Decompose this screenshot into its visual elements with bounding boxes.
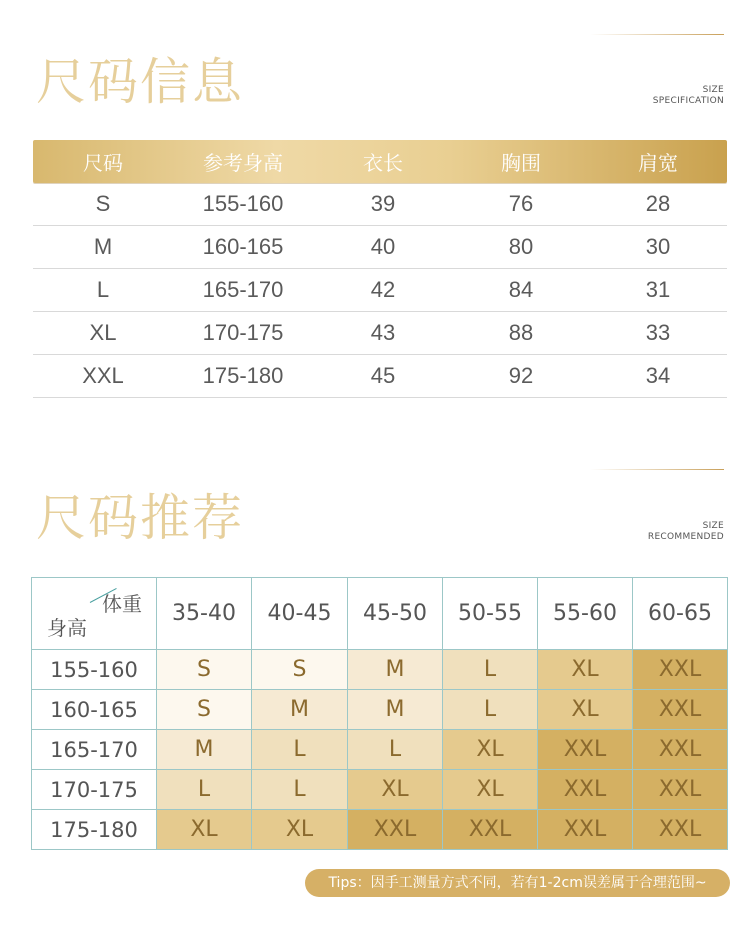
spec-cell: 42 bbox=[370, 277, 396, 302]
weight-header: 40-45 bbox=[252, 578, 348, 650]
section1-subtitle-line1: SIZE bbox=[702, 85, 724, 95]
recommended-size: L bbox=[157, 770, 252, 810]
section2-subtitle-line1: SIZE bbox=[702, 521, 724, 531]
spec-cell: 34 bbox=[645, 363, 671, 388]
table-row bbox=[33, 355, 727, 398]
table-row bbox=[33, 269, 727, 312]
spec-cell: 88 bbox=[508, 320, 534, 345]
recommended-size: XXL bbox=[633, 690, 728, 730]
section2-subtitle bbox=[648, 521, 724, 543]
spec-header-chest: 胸围 bbox=[501, 153, 541, 175]
table-row bbox=[33, 312, 727, 355]
recommended-size: XXL bbox=[538, 770, 633, 810]
spec-cell: 33 bbox=[645, 320, 671, 345]
tips-banner: Tips：因手工测量方式不同，若有1-2cm误差属于合理范围~ bbox=[305, 869, 730, 897]
table-row bbox=[32, 690, 728, 730]
section1-subtitle bbox=[653, 85, 724, 107]
spec-cell: M bbox=[93, 234, 113, 259]
spec-cell: 43 bbox=[370, 320, 396, 345]
section1-top-line bbox=[590, 34, 724, 35]
height-header: 160-165 bbox=[32, 690, 157, 730]
recommended-size: XL bbox=[252, 810, 348, 850]
recommended-size: XXL bbox=[538, 730, 633, 770]
spec-cell: 165-170 bbox=[202, 277, 284, 302]
section2-title: 尺码推荐 bbox=[36, 489, 244, 547]
spec-header-shoulder: 肩宽 bbox=[638, 153, 678, 175]
recommended-size: M bbox=[157, 730, 252, 770]
spec-header-length: 衣长 bbox=[363, 153, 403, 175]
recommended-size: L bbox=[443, 650, 538, 690]
recommended-size: XL bbox=[348, 770, 443, 810]
recommended-size: XXL bbox=[633, 770, 728, 810]
spec-cell: 160-165 bbox=[202, 234, 284, 259]
recommended-size: XL bbox=[538, 650, 633, 690]
size-spec-header bbox=[33, 140, 727, 183]
recommended-size: XXL bbox=[348, 810, 443, 850]
size-spec-table bbox=[33, 140, 727, 398]
recommended-size: XL bbox=[157, 810, 252, 850]
height-header: 165-170 bbox=[32, 730, 157, 770]
corner-cell bbox=[32, 578, 157, 650]
height-header: 170-175 bbox=[32, 770, 157, 810]
spec-cell: 170-175 bbox=[202, 320, 284, 345]
recommended-size: L bbox=[252, 770, 348, 810]
size-recommendation-table bbox=[31, 577, 728, 850]
recommended-size: XXL bbox=[443, 810, 538, 850]
recommended-size: XL bbox=[443, 730, 538, 770]
spec-cell: 76 bbox=[508, 191, 534, 216]
recommended-size: L bbox=[443, 690, 538, 730]
weight-header: 35-40 bbox=[157, 578, 252, 650]
recommended-size: S bbox=[157, 690, 252, 730]
table-row bbox=[33, 183, 727, 226]
recommended-size: M bbox=[348, 690, 443, 730]
recommended-size: XXL bbox=[633, 650, 728, 690]
section1-title: 尺码信息 bbox=[36, 53, 244, 111]
spec-cell: 30 bbox=[645, 234, 671, 259]
recommended-size: XXL bbox=[633, 730, 728, 770]
recommended-size: S bbox=[252, 650, 348, 690]
recommended-size: L bbox=[348, 730, 443, 770]
spec-cell: XXL bbox=[82, 363, 124, 388]
recommended-size: XXL bbox=[538, 810, 633, 850]
spec-cell: XL bbox=[89, 320, 117, 345]
section2-top-line bbox=[590, 469, 724, 470]
recommended-size: L bbox=[252, 730, 348, 770]
spec-cell: 175-180 bbox=[202, 363, 284, 388]
table-row bbox=[33, 226, 727, 269]
spec-header-height: 参考身高 bbox=[203, 153, 283, 175]
spec-cell: 84 bbox=[508, 277, 534, 302]
section1-subtitle-line2: SPECIFICATION bbox=[652, 96, 724, 106]
table-row bbox=[32, 730, 728, 770]
weight-header: 55-60 bbox=[538, 578, 633, 650]
height-header: 175-180 bbox=[32, 810, 157, 850]
spec-cell: 80 bbox=[508, 234, 534, 259]
table-row bbox=[32, 770, 728, 810]
table-row bbox=[32, 650, 728, 690]
spec-cell: 40 bbox=[370, 234, 396, 259]
recommended-size: XXL bbox=[633, 810, 728, 850]
height-label: 身高 bbox=[47, 616, 87, 640]
recommended-size: S bbox=[157, 650, 252, 690]
recommended-size: M bbox=[348, 650, 443, 690]
spec-cell: 92 bbox=[508, 363, 534, 388]
table-row bbox=[32, 810, 728, 850]
spec-cell: 31 bbox=[645, 277, 671, 302]
spec-cell: L bbox=[96, 277, 110, 302]
spec-header-size: 尺码 bbox=[83, 153, 123, 175]
height-header: 155-160 bbox=[32, 650, 157, 690]
spec-cell: 155-160 bbox=[202, 191, 284, 216]
spec-cell: 28 bbox=[645, 191, 671, 216]
recommended-size: XL bbox=[538, 690, 633, 730]
recommended-size: XL bbox=[443, 770, 538, 810]
section2-subtitle-line2: RECOMMENDED bbox=[647, 532, 724, 542]
weight-header: 60-65 bbox=[633, 578, 728, 650]
weight-header: 50-55 bbox=[443, 578, 538, 650]
spec-cell: S bbox=[95, 191, 111, 216]
weight-label: 体重 bbox=[102, 592, 142, 616]
recommended-size: M bbox=[252, 690, 348, 730]
spec-cell: 39 bbox=[370, 191, 396, 216]
spec-cell: 45 bbox=[370, 363, 396, 388]
weight-header: 45-50 bbox=[348, 578, 443, 650]
